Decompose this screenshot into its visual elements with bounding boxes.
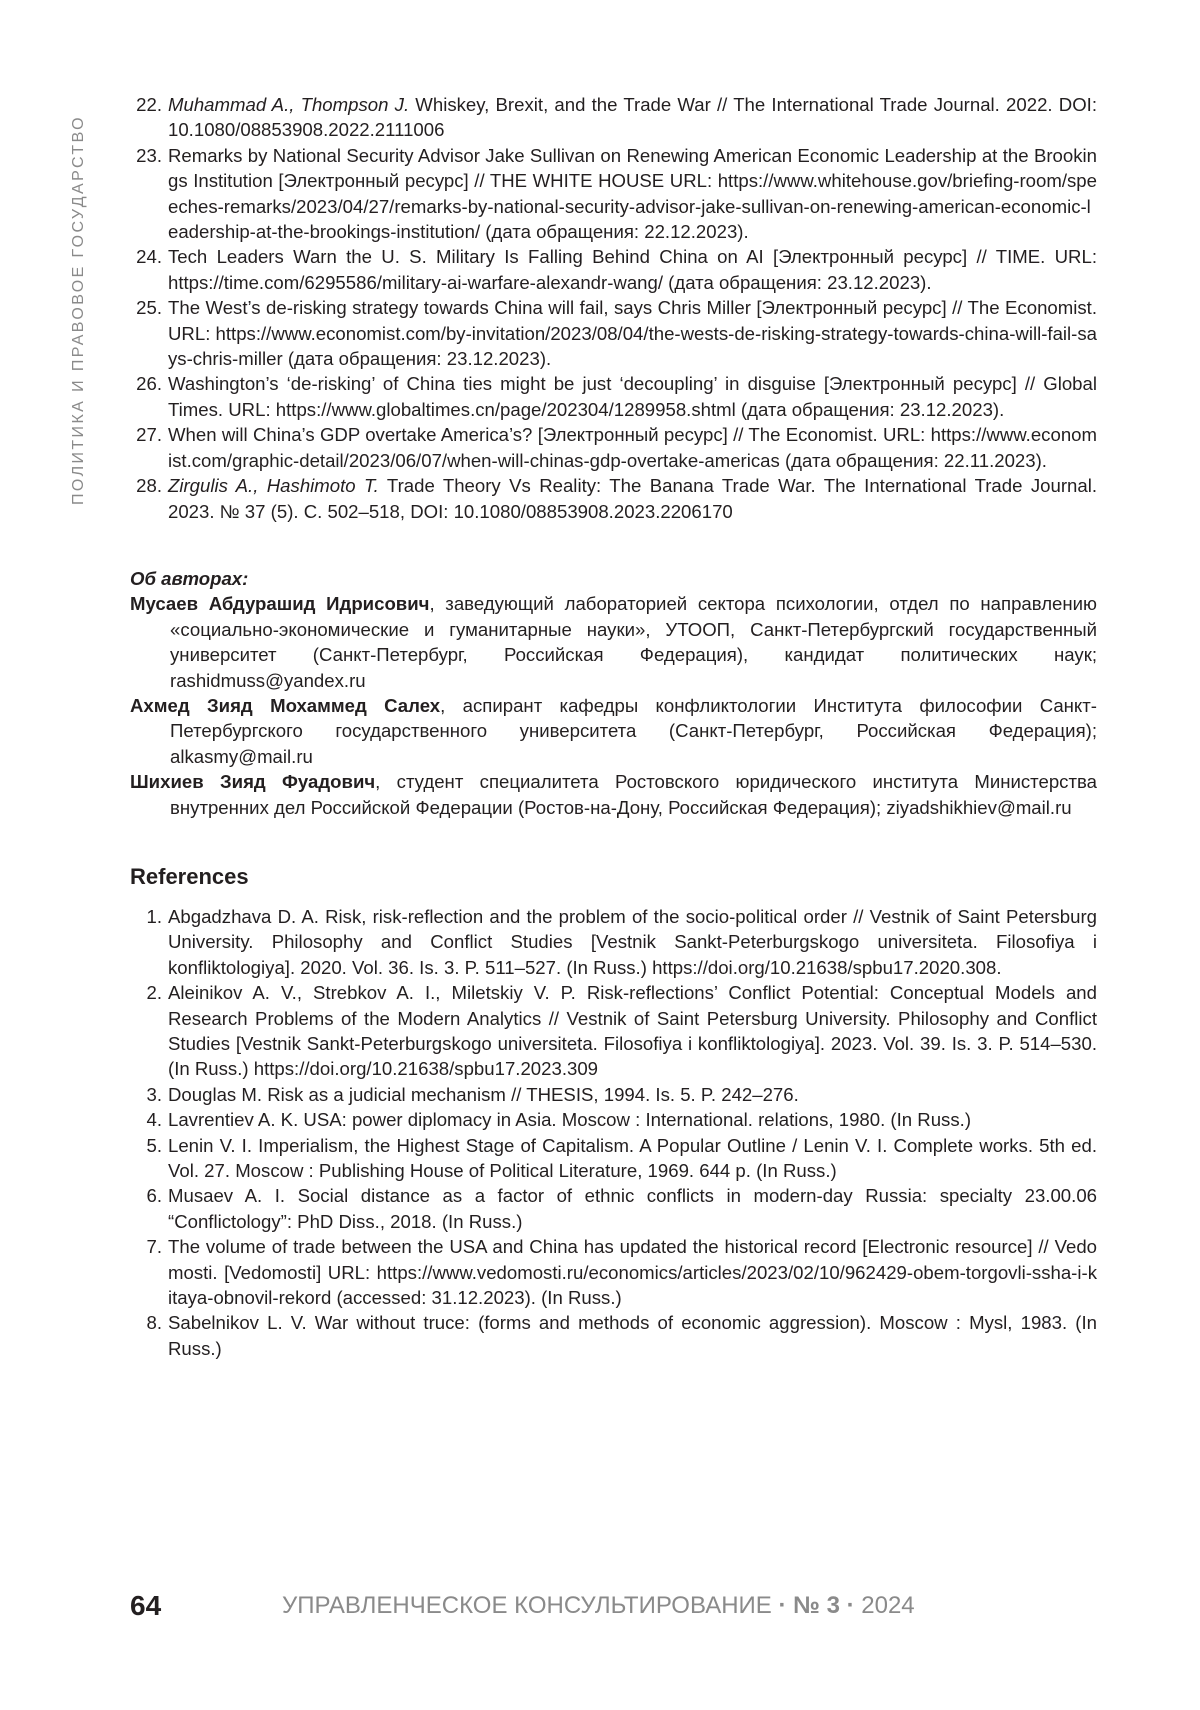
item-number: 5. (130, 1133, 162, 1158)
item-text: When will China’s GDP overtake America’s? [Электронный ресурс] // The Economist. URL: https://www.economist.com/graphic-detail/2023/06/07/when-will-chinas-gdp-overtake-americas (дата обращения: 22.11.2023). (168, 424, 1097, 470)
item-text: Remarks by National Security Advisor Jake Sullivan on Renewing American Economic Leadership at the Brookings Institution [Электронный ресурс] // THE WHITE HOUSE URL: https://www.whitehouse.gov/briefing-room/speeches-remarks/2023/04/27/remarks-by-national-security-advisor-jake-sullivan-on-renewing-american-economic-leadership-at-the-brookings-institution/ (дата обращения: 22.12.2023). (168, 145, 1097, 242)
author-name: Ахмед Зияд Мохаммед Салех (130, 695, 440, 716)
reference-item (130, 1183, 1097, 1234)
journal-name: УПРАВЛЕНЧЕСКОЕ КОНСУЛЬТИРОВАНИЕ (282, 1592, 772, 1619)
author-entry (130, 591, 1097, 693)
item-text: The West’s de-risking strategy towards China will fail, says Chris Miller [Электронный ресурс] // The Economist. URL: https://www.economist.com/by-invitation/2023/08/04/the-wests-de-risking-strategy-towards-china-will-fail-says-chris-miller (дата обращения: 23.12.2023). (168, 297, 1097, 369)
author-details: , аспирант кафедры конфликтологии Института философии Санкт-Петербургского государственного университета (Санкт-Петербург, Российская Федерация); alkasmy@mail.ru (170, 695, 1097, 767)
item-text: Trade Theory Vs Reality: The Banana Trade War. The International Trade Journal. 2023. № 37 (5). С. 502–518, DOI: 10.1080/08853908.2023.2206170 (168, 475, 1097, 521)
issue-number: № 3 (793, 1592, 840, 1619)
reference-item (130, 1234, 1097, 1310)
item-text: Washington’s ‘de-risking’ of China ties might be just ‘decoupling’ in disguise [Электронный ресурс] // Global Times. URL: https://www.globaltimes.cn/page/202304/1289958.shtml (дата обращения: 23.12.2023). (168, 373, 1097, 419)
item-text: Abgadzhava D. A. Risk, risk-reflection and the problem of the socio-political order // Vestnik of Saint Petersburg University. Philosophy and Conflict Studies [Vestnik Sankt-Peterburgskogo universiteta. Filosofiya i konfliktologiya]. 2020. Vol. 36. Is. 3. P. 511–527. (In Russ.) https://doi.org/10.21638/spbu17.2020.308. (168, 906, 1097, 978)
author-entry (130, 693, 1097, 769)
item-number: 4. (130, 1107, 162, 1132)
page-content (130, 92, 1097, 1361)
page-number: 64 (130, 1586, 161, 1626)
item-number: 23. (130, 143, 162, 168)
page-footer (130, 1586, 1097, 1626)
item-text: Whiskey, Brexit, and the Trade War // The International Trade Journal. 2022. DOI: 10.1080/08853908.2022.2111006 (168, 94, 1097, 140)
reference-item (130, 1310, 1097, 1361)
reference-item (130, 1107, 1097, 1132)
about-authors-section (130, 566, 1097, 820)
reference-item (130, 980, 1097, 1082)
item-authors: Muhammad A., Thompson J. (168, 94, 409, 115)
item-number: 2. (130, 980, 162, 1005)
item-text: Lenin V. I. Imperialism, the Highest Stage of Capitalism. A Popular Outline / Lenin V. I. Complete works. 5th ed. Vol. 27. Moscow : Publishing House of Political Literature, 1969. 644 p. (In Russ.) (168, 1135, 1097, 1181)
reference-item (130, 1133, 1097, 1184)
item-text: The volume of trade between the USA and China has updated the historical record [Electronic resource] // Vedomosti. [Vedomosti] URL: https://www.vedomosti.ru/economics/articles/2023/02/10/962429-obem-torgovli-ssha-i-kitaya-obnovil-rekord (accessed: 31.12.2023). (In Russ.) (168, 1236, 1097, 1308)
author-details: , заведующий лабораторией сектора психологии, отдел по направлению «социально-экономические и гуманитарные науки», УТООП, Санкт-Петербургский государственный университет (Санкт-Петербург, Российская Федерация), кандидат политических наук; rashidmuss@yandex.ru (170, 593, 1097, 690)
about-authors-heading: Об авторах: (130, 566, 1097, 591)
running-section-title: ПОЛИТИКА И ПРАВОВОЕ ГОСУДАРСТВО (66, 100, 92, 520)
reference-item (130, 904, 1097, 980)
item-number: 6. (130, 1183, 162, 1208)
item-text: Tech Leaders Warn the U. S. Military Is Falling Behind China on AI [Электронный ресурс] // TIME. URL: https://time.com/6295586/military-ai-warfare-alexandr-wang/ (дата обращения: 23.12.2023). (168, 246, 1097, 292)
literature-list (130, 92, 1097, 524)
item-number: 1. (130, 904, 162, 929)
item-number: 8. (130, 1310, 162, 1335)
item-text: Lavrentiev A. K. USA: power diplomacy in Asia. Moscow : International. relations, 1980. (In Russ.) (168, 1109, 971, 1130)
literature-item (130, 422, 1097, 473)
literature-item (130, 371, 1097, 422)
item-number: 22. (130, 92, 162, 117)
separator-dot: · (847, 1592, 855, 1619)
item-text: Douglas M. Risk as a judicial mechanism // THESIS, 1994. Is. 5. P. 242–276. (168, 1084, 799, 1105)
item-number: 3. (130, 1082, 162, 1107)
separator-dot: · (778, 1592, 786, 1619)
item-number: 7. (130, 1234, 162, 1259)
author-entry (130, 769, 1097, 820)
literature-item (130, 92, 1097, 143)
literature-item (130, 473, 1097, 524)
literature-item (130, 295, 1097, 371)
reference-item (130, 1082, 1097, 1107)
author-name: Шихиев Зияд Фуадович (130, 771, 375, 792)
author-details: , студент специалитета Ростовского юридического института Министерства внутренних дел Российской Федерации (Ростов-на-Дону, Российская Федерация); ziyadshikhiev@mail.ru (170, 771, 1097, 817)
issue-year: 2024 (861, 1592, 914, 1619)
references-list (130, 904, 1097, 1361)
item-number: 24. (130, 244, 162, 269)
item-number: 27. (130, 422, 162, 447)
item-number: 26. (130, 371, 162, 396)
item-text: Aleinikov A. V., Strebkov A. I., Miletskiy V. P. Risk-reflections’ Conflict Potential: Conceptual Models and Research Problems of the Modern Analytics // Vestnik of Saint Petersburg University. Philosophy and Conflict Studies [Vestnik Sankt-Peterburgskogo universiteta. Filosofiya i konfliktologiya]. 2023. Vol. 39. Is. 3. P. 514–530. (In Russ.) https://doi.org/10.21638/spbu17.2023.309 (168, 982, 1097, 1079)
literature-item (130, 143, 1097, 245)
literature-item (130, 244, 1097, 295)
item-text: Musaev A. I. Social distance as a factor of ethnic conflicts in modern-day Russia: specialty 23.00.06 “Conflictology”: PhD Diss., 2018. (In Russ.) (168, 1185, 1097, 1231)
author-name: Мусаев Абдурашид Идрисович (130, 593, 429, 614)
journal-title (282, 1586, 915, 1626)
references-heading: References (130, 862, 1097, 892)
item-number: 28. (130, 473, 162, 498)
item-text: Sabelnikov L. V. War without truce: (forms and methods of economic aggression). Moscow : Mysl, 1983. (In Russ.) (168, 1312, 1097, 1358)
item-number: 25. (130, 295, 162, 320)
item-authors: Zirgulis A., Hashimoto T. (168, 475, 379, 496)
